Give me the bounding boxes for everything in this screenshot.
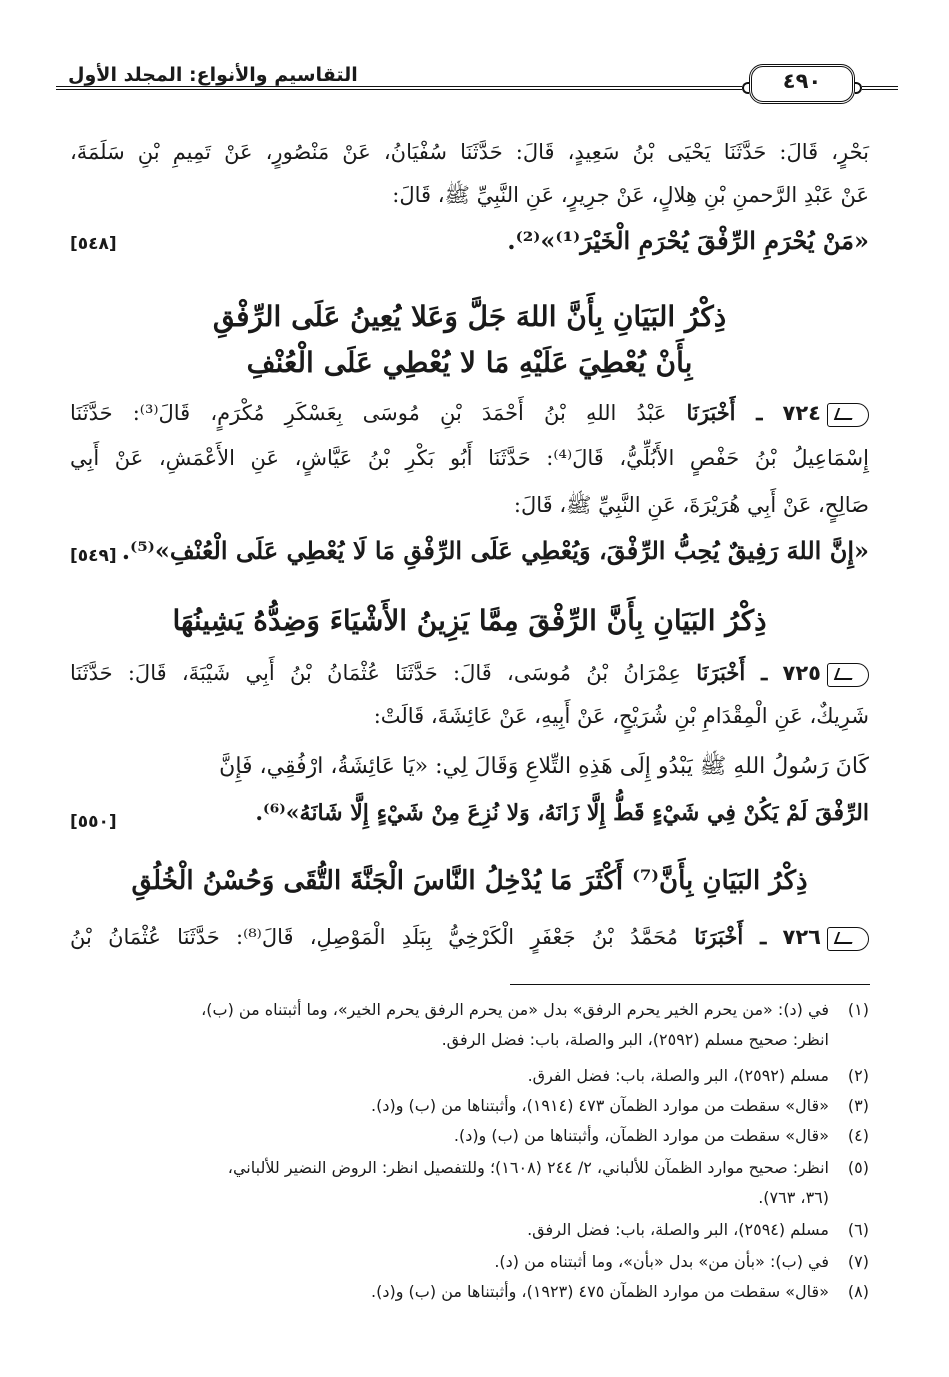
footnote-text: انظر: صحيح موارد الظمآن للألباني، ٢/ ٢٤٤ (١٦٠٨)؛ وللتفصيل انظر: الروض النضير للألباني، [227, 1158, 829, 1177]
footnote-text: «قال» سقطت من موارد الظمآن ٤٧٣ (١٩١٤)، وأثبتناها من (ب) و(د). [371, 1096, 829, 1115]
footnote-number: (٧) [847, 1252, 869, 1271]
hadith-isnad [70, 400, 869, 427]
text-line: صَالِحٍ، عَنْ أَبِي هُرَيْرَةَ، عَنِ النَّبِيِّ ﷺ، قَالَ: [513, 493, 869, 517]
hadith-reference: [٥٥٠] [70, 812, 117, 832]
chapter-heading: ذِكْرُ البَيَانِ بِأَنَّ⁽⁷⁾ أَكْثَرَ مَا يُدْخِلُ النَّاسَ الْجَنَّةَ التُّقَى وَحُسْنُ الْخُلُقِ [131, 866, 808, 896]
hadith-matn: «مَنْ يُحْرَمِ الرِّفْقَ يُحْرَمِ الْخَيْرَ⁽¹⁾»⁽²⁾. [507, 226, 869, 255]
footnote-text: في (د): «من يحرم الخير يحرم الرفق» بدل «من يحرم الرفق يحرم الخير»، وما أثبتناه من (ب)، [201, 1000, 829, 1019]
footnote-text: انظر: صحيح مسلم (٢٥٩٢)، البر والصلة، باب: فضل الرفق. [441, 1030, 829, 1049]
footnote [228, 1158, 869, 1177]
akhbarana-label: ـ أَخْبَرَنَا [696, 660, 768, 685]
footnote [494, 1252, 869, 1271]
hadith-reference: [٥٤٨] [70, 234, 117, 254]
text-line: عَنْ عَبْدِ الرَّحمنِ بْنِ هِلالٍ، عَنْ جرِيرٍ، عَنِ النَّبِيِّ ﷺ، قَالَ: [392, 183, 869, 207]
hadith-marker-icon [827, 927, 869, 951]
footnote-separator [510, 984, 870, 985]
footnote [527, 1220, 869, 1239]
hadith-isnad [70, 660, 869, 687]
footnote-text: مسلم (٢٥٩٢)، البر والصلة، باب: فضل الفرق. [527, 1066, 829, 1085]
header-rule [56, 86, 742, 90]
hadith-matn: كَانَ رَسُولُ اللهِ ﷺ يَبْدُو إِلَى هَذِهِ التِّلاعِ وَقَالَ لِي: «يَا عَائِشَةُ، ارْفُقِي، فَإِنَّ [219, 754, 869, 779]
footnote-text: «قال» سقطت من موارد الظمآن ٤٧٥ (١٩٢٣)، وأثبتناها من (ب) و(د). [371, 1282, 829, 1301]
footnote [528, 1066, 869, 1085]
running-title: التقاسيم والأنواع: المجلد الأول [68, 64, 358, 86]
hadith-marker-icon [827, 663, 869, 687]
footnote-text: «قال» سقطت من موارد الظمآن، وأثبتناها من (ب) و(د). [453, 1126, 829, 1145]
footnote-text: (٣٦، ٧٦٣). [758, 1188, 829, 1207]
hadith-number: ٧٢٦ [782, 925, 821, 949]
footnote-number: (٤) [847, 1126, 869, 1145]
hadith-number: ٧٢٤ [782, 401, 821, 425]
hadith-isnad [70, 924, 869, 951]
page-number-frame [749, 64, 855, 104]
footnote-number: (٦) [847, 1220, 869, 1239]
text-line: إِسْمَاعِيلُ بْنُ حَفْصٍ الأَبُلِّيُّ، قَالَ⁽⁴⁾: حَدَّثَنَا أَبُو بَكْرِ بْنُ عَيَّاشٍ، عَنِ الأَعْمَشِ، عَنْ أَبِي [70, 446, 869, 470]
chapter-heading: ذِكْرُ البَيَانِ بِأَنَّ اللهَ جَلَّ وَعَلا يُعِينُ عَلَى الرِّفْقِ [212, 300, 727, 333]
footnote [371, 1282, 869, 1301]
header-rule [862, 86, 898, 90]
text-line: شَرِيكٌ، عَنِ الْمِقْدَامِ بْنِ شُرَيْحٍ، عَنْ أَبِيهِ، عَنْ عَائِشَةَ، قَالَتْ: [373, 704, 869, 728]
footnote-number: (١) [847, 1000, 869, 1019]
hadith-reference: [٥٤٩] [70, 546, 117, 566]
chapter-heading: بِأَنْ يُعْطِيَ عَلَيْهِ مَا لا يُعْطِي عَلَى الْعُنْفِ [246, 346, 693, 379]
text-line: بَحْرٍ، قَالَ: حَدَّثَنَا يَحْيَى بْنُ سَعِيدٍ، قَالَ: حَدَّثَنَا سُفْيَانُ، عَنْ مَنْصُورٍ، عَنْ تَمِيمِ بْنِ سَلَمَةَ، [70, 140, 869, 164]
hadith-number: ٧٢٥ [782, 661, 821, 685]
footnote-number: (٨) [847, 1282, 869, 1301]
page-number: ٤٩٠ [782, 69, 822, 93]
footnote [442, 1030, 869, 1049]
hadith-matn: «إِنَّ اللهَ رَفِيقٌ يُحِبُّ الرِّفْقَ، وَيُعْطِي عَلَى الرِّفْقِ مَا لَا يُعْطِي عَلَى الْعُنْفِ»⁽⁵⁾. [121, 536, 869, 565]
footnote-text: في (ب): «بأن من» بدل «بأن»، وما أثبتناه من (د). [494, 1252, 829, 1271]
text-line: عِمْرَانُ بْنُ مُوسَى، قَالَ: حَدَّثَنَا عُثْمَانُ بْنُ أَبِي شَيْبَةَ، قَالَ: حَدَّثَنَا [70, 661, 681, 685]
akhbarana-label: ـ أَخْبَرَنَا [694, 924, 767, 949]
page-header [56, 58, 892, 116]
hadith-matn: الرِّفْقَ لَمْ يَكُنْ فِي شَيْءٍ قَطُّ إِلَّا زَانَهُ، وَلا نُزِعَ مِنْ شَيْءٍ إِلَّا شَانَهُ»⁽⁶⁾. [255, 800, 869, 826]
footnote-number: (٢) [847, 1066, 869, 1085]
chapter-heading: ذِكْرُ البَيَانِ بِأَنَّ الرِّفْقَ مِمَّا يَزِينُ الأَشْيَاءَ وَضِدُّهُ يَشِينُهَا [172, 604, 767, 637]
footnote-number: (٣) [847, 1096, 869, 1115]
akhbarana-label: ـ أَخْبَرَنَا [686, 400, 763, 425]
hadith-marker-icon [827, 403, 869, 427]
footnote-text: مسلم (٢٥٩٤)، البر والصلة، باب: فضل الرفق. [527, 1220, 829, 1239]
text-line: عَبْدُ اللهِ بْنُ أَحْمَدَ بْنِ مُوسَى بِعَسْكَرِ مُكْرَمٍ، قَالَ⁽³⁾: حَدَّثَنَا [70, 401, 667, 425]
footnote [454, 1126, 869, 1145]
footnote [371, 1096, 869, 1115]
footnote-number: (٥) [847, 1158, 869, 1177]
header-ornament [855, 82, 862, 94]
footnote [758, 1188, 869, 1207]
footnote [201, 1000, 869, 1019]
text-line: مُحَمَّدُ بْنُ جَعْفَرٍ الْكَرْخِيُّ بِبَلَدِ الْمَوْصِلِ، قَالَ⁽⁸⁾: حَدَّثَنَا عُثْمَانُ بْنُ [70, 925, 678, 949]
header-ornament [742, 82, 749, 94]
